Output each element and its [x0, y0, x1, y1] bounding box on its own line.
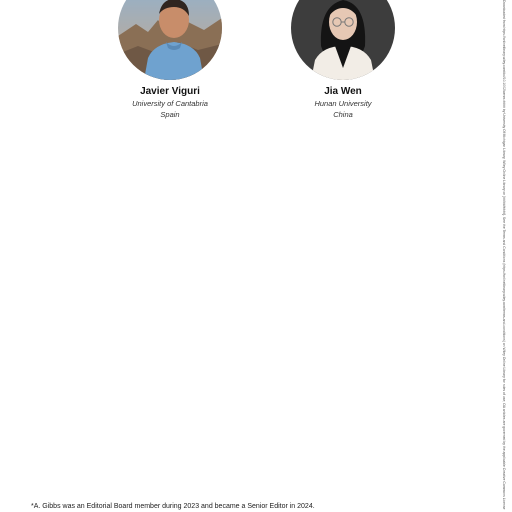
portrait-photo	[291, 0, 395, 80]
member-country: Spain	[160, 110, 180, 119]
download-notice-sidebar	[498, 0, 508, 512]
person-photo-icon	[291, 0, 395, 80]
person-photo-icon	[118, 0, 222, 80]
download-notice-text: Downloaded from https://onlinelibrary.wiley.com/doi/10.1002/aenm.#### by University Of Michigan Library, Wiley Online Library on [##/##/####]. See the Terms and Conditions (https://onlinelibrary.wiley.com/terms-and-conditions) on Wiley Online Library for rules of use; OA articles are governed by the applicable Creative Commons License	[502, 0, 506, 510]
board-member-card	[273, 0, 413, 120]
footnote: *A. Gibbs was an Editorial Board member during 2023 and became a Senior Editor in 2024.	[31, 503, 315, 510]
portrait-photo	[118, 0, 222, 80]
member-name: Javier Viguri	[140, 86, 200, 97]
member-institution: University of Cantabria	[132, 99, 208, 108]
member-country: China	[333, 110, 353, 119]
board-member-card	[100, 0, 240, 120]
member-name: Jia Wen	[324, 86, 362, 97]
member-institution: Hunan University	[314, 99, 372, 108]
